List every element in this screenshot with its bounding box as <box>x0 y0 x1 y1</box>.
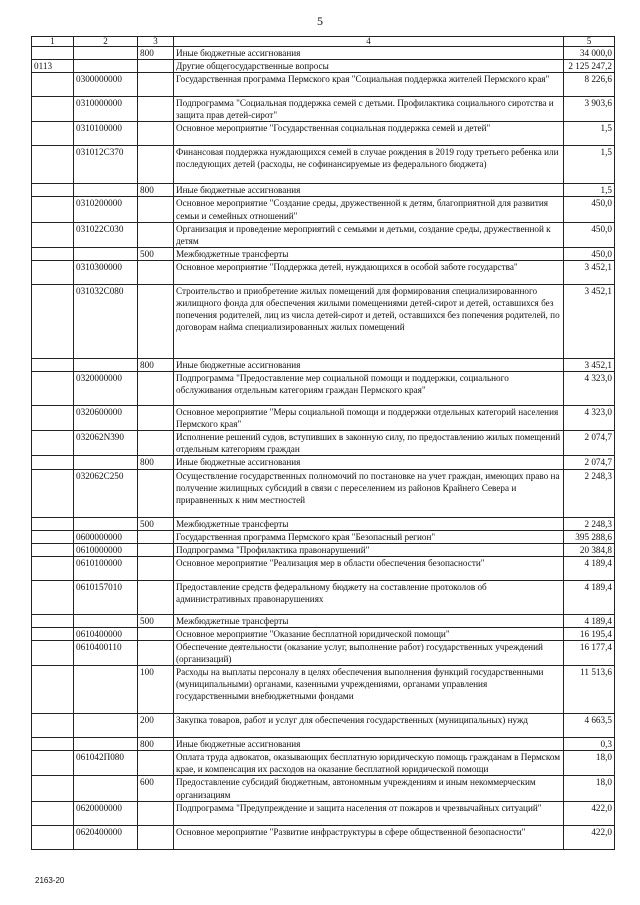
cell-col-2: 0310200000 <box>74 197 138 222</box>
cell-col-5: 3 452,1 <box>564 284 615 358</box>
cell-col-3: 600 <box>138 776 174 801</box>
cell-col-3 <box>138 530 174 543</box>
table-row <box>32 146 615 184</box>
cell-col-3 <box>138 60 174 73</box>
cell-col-5: 450,0 <box>564 197 615 222</box>
cell-col-3: 800 <box>138 738 174 751</box>
cell-col-1 <box>32 358 74 371</box>
cell-col-4: Организация и проведение мероприятий с семьями и детьми, создание среды, дружественной к детям <box>174 222 564 247</box>
cell-col-1 <box>32 776 74 801</box>
cell-col-3: 500 <box>138 247 174 260</box>
cell-col-2: 032062N390 <box>74 431 138 456</box>
cell-col-1 <box>32 184 74 197</box>
cell-col-3: 800 <box>138 358 174 371</box>
cell-col-3: 100 <box>138 666 174 714</box>
cell-col-1 <box>32 751 74 776</box>
table-row <box>32 197 615 222</box>
cell-col-3 <box>138 801 174 825</box>
cell-col-2: 0300000000 <box>74 73 138 97</box>
table-row <box>32 640 615 665</box>
cell-col-5: 18,0 <box>564 776 615 801</box>
cell-col-3: 800 <box>138 184 174 197</box>
cell-col-3 <box>138 122 174 146</box>
cell-col-4: Основное мероприятие "Создание среды, дружественной к детям, благоприятной для развития семьи и семейных отношений" <box>174 197 564 222</box>
cell-col-4: Строительство и приобретение жилых помещений для формирования специализированного жилищного фонда для обеспечения жилыми помещениями детей-сирот и детей, оставшихся без попечения родителей, лиц из числа детей-сирот и детей, оставшихся без попечения родителей, по договорам найма специализированных жилых помещений <box>174 284 564 358</box>
cell-col-5: 2 074,7 <box>564 431 615 456</box>
cell-col-4: Подпрограмма "Предоставление мер социальной помощи и поддержки, социального обслуживания отдельным категориям граждан Пермского края" <box>174 372 564 406</box>
header-row <box>32 37 615 47</box>
cell-col-3 <box>138 406 174 431</box>
footer-code: 2163-20 <box>35 876 65 885</box>
cell-col-4: Межбюджетные трансферты <box>174 614 564 627</box>
cell-col-4: Финансовая поддержка нуждающихся семей в случае рождения в 2019 году третьего ребенка или последующих детей (расходы, не софинансируемые из федерального бюджета) <box>174 146 564 184</box>
cell-col-5: 1,5 <box>564 184 615 197</box>
cell-col-2 <box>74 60 138 73</box>
table-row <box>32 222 615 247</box>
table-row <box>32 469 615 517</box>
cell-col-4: Основное мероприятие "Развитие инфраструктуры в сфере общественной безопасности" <box>174 825 564 849</box>
cell-col-1 <box>32 260 74 284</box>
cell-col-2 <box>74 184 138 197</box>
cell-col-3 <box>138 284 174 358</box>
cell-col-5: 4 323,0 <box>564 372 615 406</box>
cell-col-1 <box>32 431 74 456</box>
cell-col-2: 0620000000 <box>74 801 138 825</box>
table-row <box>32 431 615 456</box>
cell-col-5: 3 452,1 <box>564 358 615 371</box>
cell-col-4: Подпрограмма "Профилактика правонарушений" <box>174 543 564 556</box>
cell-col-3: 500 <box>138 517 174 530</box>
cell-col-4: Подпрограмма "Предупреждение и защита населения от пожаров и чрезвычайных ситуаций" <box>174 801 564 825</box>
cell-col-5: 4 189,4 <box>564 556 615 580</box>
cell-col-3 <box>138 222 174 247</box>
cell-col-5: 1,5 <box>564 122 615 146</box>
cell-col-1 <box>32 556 74 580</box>
table-row <box>32 358 615 371</box>
cell-col-3 <box>138 73 174 97</box>
cell-col-3 <box>138 556 174 580</box>
cell-col-5: 3 903,6 <box>564 97 615 122</box>
cell-col-4: Обеспечение деятельности (оказание услуг, выполнение работ) государственных учреждений (организаций) <box>174 640 564 665</box>
header-col-5: 5 <box>564 37 615 47</box>
cell-col-2: 0610400110 <box>74 640 138 665</box>
cell-col-2: 0610400000 <box>74 627 138 640</box>
cell-col-2: 0320000000 <box>74 372 138 406</box>
cell-col-1 <box>32 372 74 406</box>
table-row <box>32 247 615 260</box>
cell-col-4: Закупка товаров, работ и услуг для обеспечения государственных (муниципальных) нужд <box>174 714 564 738</box>
cell-col-2: 0310000000 <box>74 97 138 122</box>
cell-col-2 <box>74 776 138 801</box>
cell-col-4: Предоставление средств федеральному бюджету на составление протоколов об административных правонарушениях <box>174 580 564 614</box>
header-col-3: 3 <box>138 37 174 47</box>
cell-col-4: Иные бюджетные ассигнования <box>174 47 564 60</box>
cell-col-1 <box>32 714 74 738</box>
table-row <box>32 47 615 60</box>
cell-col-2: 031012С370 <box>74 146 138 184</box>
cell-col-4: Государственная программа Пермского края "Социальная поддержка жителей Пермского края" <box>174 73 564 97</box>
cell-col-1 <box>32 543 74 556</box>
cell-col-4: Подпрограмма "Социальная поддержка семей с детьми. Профилактика социального сиротства и защита прав детей-сирот" <box>174 97 564 122</box>
cell-col-4: Межбюджетные трансферты <box>174 247 564 260</box>
table-row <box>32 517 615 530</box>
cell-col-4: Иные бюджетные ассигнования <box>174 184 564 197</box>
table-row <box>32 627 615 640</box>
cell-col-2: 0620400000 <box>74 825 138 849</box>
header-col-4: 4 <box>174 37 564 47</box>
cell-col-2 <box>74 247 138 260</box>
table-row <box>32 184 615 197</box>
cell-col-2 <box>74 358 138 371</box>
table-row <box>32 60 615 73</box>
cell-col-1 <box>32 825 74 849</box>
header-col-1: 1 <box>32 37 74 47</box>
table-row <box>32 406 615 431</box>
cell-col-5: 2 074,7 <box>564 456 615 469</box>
cell-col-5: 0,3 <box>564 738 615 751</box>
cell-col-5: 2 248,3 <box>564 469 615 517</box>
cell-col-2: 0310300000 <box>74 260 138 284</box>
cell-col-1 <box>32 801 74 825</box>
cell-col-5: 4 323,0 <box>564 406 615 431</box>
cell-col-1 <box>32 47 74 60</box>
table-row <box>32 284 615 358</box>
cell-col-4: Оплата труда адвокатов, оказывающих бесплатную юридическую помощь гражданам в Пермском крае, и компенсация их расходов на оказание бесплатной юридической помощи <box>174 751 564 776</box>
cell-col-2: 0310100000 <box>74 122 138 146</box>
cell-col-1 <box>32 146 74 184</box>
cell-col-5: 450,0 <box>564 222 615 247</box>
cell-col-1 <box>32 456 74 469</box>
cell-col-1 <box>32 97 74 122</box>
cell-col-2: 031022С030 <box>74 222 138 247</box>
table-row <box>32 122 615 146</box>
cell-col-5: 422,0 <box>564 825 615 849</box>
cell-col-5: 450,0 <box>564 247 615 260</box>
cell-col-3 <box>138 825 174 849</box>
cell-col-4: Основное мероприятие "Меры социальной помощи и поддержки отдельных категорий населения Пермского края" <box>174 406 564 431</box>
cell-col-1 <box>32 222 74 247</box>
cell-col-3 <box>138 640 174 665</box>
table-row <box>32 666 615 714</box>
cell-col-2 <box>74 666 138 714</box>
table-row <box>32 456 615 469</box>
cell-col-2: 0320600000 <box>74 406 138 431</box>
cell-col-5: 34 000,0 <box>564 47 615 60</box>
cell-col-3: 800 <box>138 47 174 60</box>
table-row <box>32 738 615 751</box>
cell-col-3 <box>138 197 174 222</box>
cell-col-2 <box>74 47 138 60</box>
cell-col-3 <box>138 146 174 184</box>
cell-col-3: 800 <box>138 456 174 469</box>
cell-col-1 <box>32 738 74 751</box>
cell-col-2: 0600000000 <box>74 530 138 543</box>
cell-col-2 <box>74 738 138 751</box>
cell-col-1 <box>32 469 74 517</box>
cell-col-3 <box>138 260 174 284</box>
cell-col-4: Иные бюджетные ассигнования <box>174 738 564 751</box>
cell-col-3 <box>138 627 174 640</box>
cell-col-1 <box>32 122 74 146</box>
cell-col-2 <box>74 714 138 738</box>
cell-col-5: 395 288,6 <box>564 530 615 543</box>
cell-col-1 <box>32 666 74 714</box>
cell-col-5: 8 226,6 <box>564 73 615 97</box>
cell-col-4: Основное мероприятие "Поддержка детей, нуждающихся в особой заботе государства" <box>174 260 564 284</box>
cell-col-1 <box>32 284 74 358</box>
cell-col-3 <box>138 751 174 776</box>
cell-col-5: 20 384,8 <box>564 543 615 556</box>
cell-col-4: Предоставление субсидий бюджетным, автономным учреждениям и иным некоммерческим организациям <box>174 776 564 801</box>
table-row <box>32 543 615 556</box>
cell-col-2: 031032С080 <box>74 284 138 358</box>
cell-col-2: 0610000000 <box>74 543 138 556</box>
table-row <box>32 614 615 627</box>
cell-col-3: 200 <box>138 714 174 738</box>
cell-col-2 <box>74 517 138 530</box>
cell-col-2: 0610100000 <box>74 556 138 580</box>
cell-col-5: 11 513,6 <box>564 666 615 714</box>
table-row <box>32 97 615 122</box>
cell-col-4: Иные бюджетные ассигнования <box>174 358 564 371</box>
cell-col-1 <box>32 627 74 640</box>
cell-col-3 <box>138 372 174 406</box>
cell-col-1 <box>32 197 74 222</box>
cell-col-1 <box>32 640 74 665</box>
cell-col-1 <box>32 247 74 260</box>
cell-col-5: 18,0 <box>564 751 615 776</box>
table-row <box>32 372 615 406</box>
cell-col-5: 4 189,4 <box>564 580 615 614</box>
cell-col-4: Государственная программа Пермского края "Безопасный регион" <box>174 530 564 543</box>
cell-col-1 <box>32 517 74 530</box>
table-row <box>32 776 615 801</box>
cell-col-1 <box>32 614 74 627</box>
cell-col-5: 16 195,4 <box>564 627 615 640</box>
cell-col-5: 4 663,5 <box>564 714 615 738</box>
cell-col-2: 032062С250 <box>74 469 138 517</box>
table-row <box>32 801 615 825</box>
cell-col-4: Расходы на выплаты персоналу в целях обеспечения выполнения функций государственными (муниципальными) органами, казенными учреждениями, органами управления государственными внебюджетными фондами <box>174 666 564 714</box>
table-row <box>32 530 615 543</box>
cell-col-4: Иные бюджетные ассигнования <box>174 456 564 469</box>
cell-col-3 <box>138 469 174 517</box>
cell-col-5: 2 248,3 <box>564 517 615 530</box>
header-col-2: 2 <box>74 37 138 47</box>
cell-col-4: Другие общегосударственные вопросы <box>174 60 564 73</box>
cell-col-1: 0113 <box>32 60 74 73</box>
cell-col-4: Основное мероприятие "Оказание бесплатной юридической помощи" <box>174 627 564 640</box>
table-row <box>32 825 615 849</box>
table-row <box>32 73 615 97</box>
cell-col-3 <box>138 431 174 456</box>
cell-col-4: Основное мероприятие "Государственная социальная поддержка семей и детей" <box>174 122 564 146</box>
cell-col-5: 1,5 <box>564 146 615 184</box>
cell-col-5: 4 189,4 <box>564 614 615 627</box>
cell-col-5: 2 125 247,2 <box>564 60 615 73</box>
cell-col-1 <box>32 73 74 97</box>
table-row <box>32 556 615 580</box>
cell-col-3 <box>138 543 174 556</box>
cell-col-4: Основное мероприятие "Реализация мер в области обеспечения безопасности" <box>174 556 564 580</box>
cell-col-2: 061042П080 <box>74 751 138 776</box>
cell-col-3: 500 <box>138 614 174 627</box>
cell-col-2 <box>74 614 138 627</box>
table-row <box>32 714 615 738</box>
table-row <box>32 580 615 614</box>
cell-col-1 <box>32 580 74 614</box>
cell-col-2: 0610157010 <box>74 580 138 614</box>
cell-col-5: 422,0 <box>564 801 615 825</box>
cell-col-1 <box>32 406 74 431</box>
cell-col-4: Исполнение решений судов, вступивших в законную силу, по предоставлению жилых помещений отдельным категориям граждан <box>174 431 564 456</box>
cell-col-5: 16 177,4 <box>564 640 615 665</box>
table-row <box>32 260 615 284</box>
cell-col-3 <box>138 97 174 122</box>
budget-table <box>31 36 615 850</box>
cell-col-2 <box>74 456 138 469</box>
cell-col-3 <box>138 580 174 614</box>
cell-col-4: Межбюджетные трансферты <box>174 517 564 530</box>
page-number: 5 <box>317 14 323 28</box>
cell-col-5: 3 452,1 <box>564 260 615 284</box>
table-row <box>32 751 615 776</box>
cell-col-1 <box>32 530 74 543</box>
cell-col-4: Осуществление государственных полномочий по постановке на учет граждан, имеющих право на получение жилищных субсидий в связи с переселением из районов Крайнего Севера и приравненных к ним местностей <box>174 469 564 517</box>
